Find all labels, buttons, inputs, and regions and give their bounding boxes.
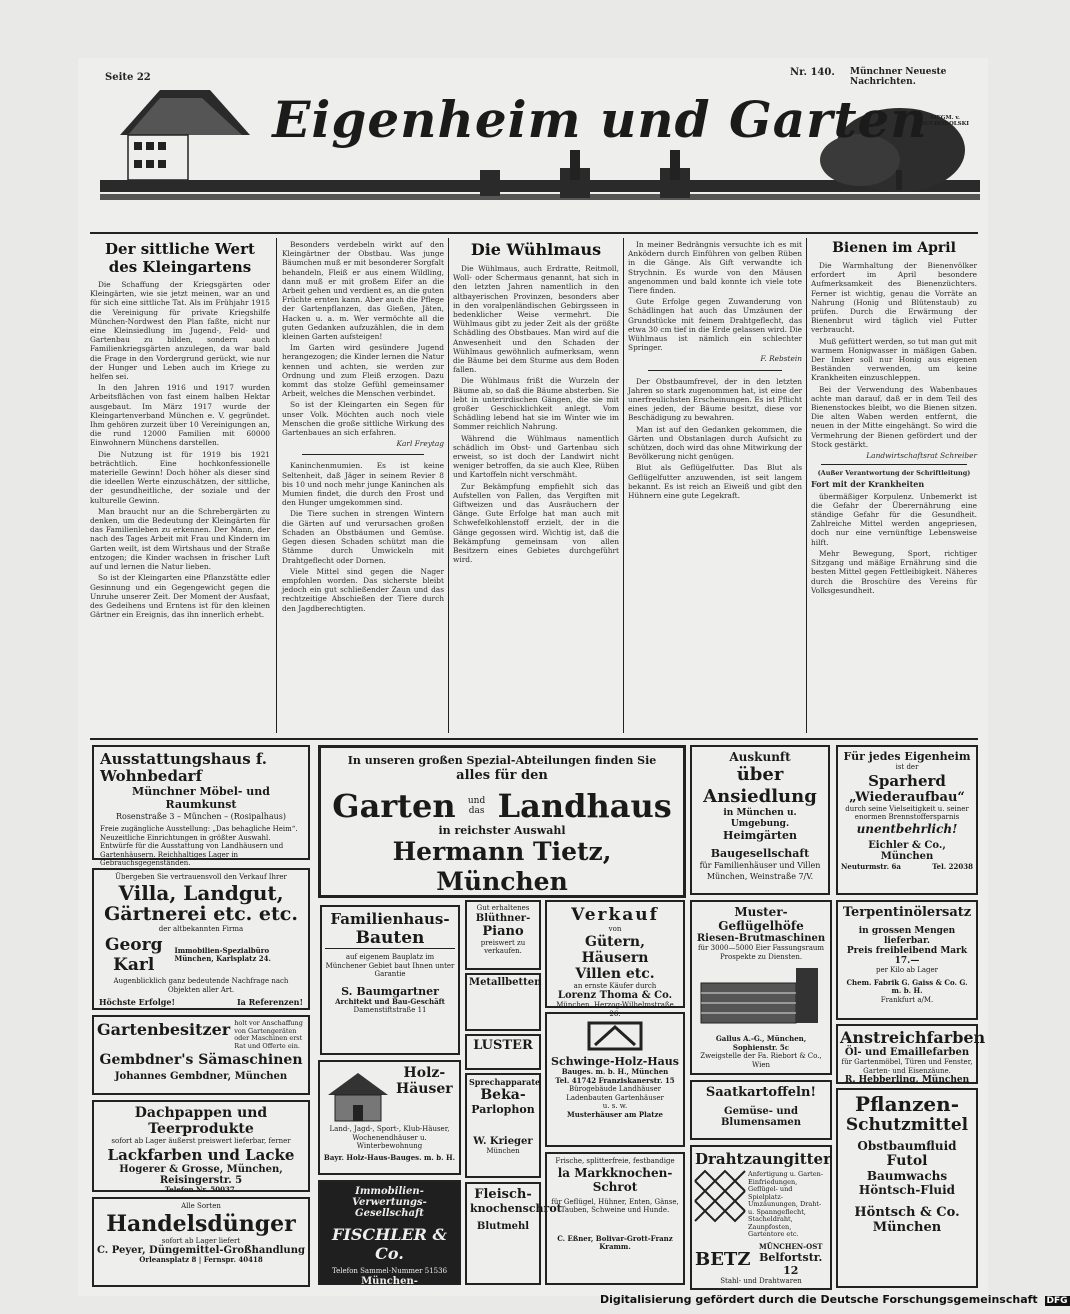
ad-firm: S. Baumgartner [341, 984, 439, 998]
ad-firm: C. Peyer, Düngemittel-Großhandlung [97, 1245, 305, 1256]
ad-note: Augenblicklich ganz bedeutende Nachfrage nach Objekten aller Art. [113, 977, 289, 994]
article-signature: Landwirtschaftsrat Schreiber [866, 451, 977, 461]
ad-gefluegel [690, 900, 832, 1075]
ad-villa [92, 868, 310, 1010]
ad-title: Piano [482, 923, 524, 939]
paragraph: Während die Wühlmaus namentlich schädlich im Obst- und Gartenbau sich erweist, so ist doch der Landwirt nicht weniger betroffen, da sie auch Klee, Rüben und Kartoffeln nicht verschmäht. [453, 433, 619, 480]
ad-address: Neuturmstr. 6a [841, 861, 901, 871]
ad-intro: Übergeben Sie vertrauensvoll den Verkauf Ihrer [115, 873, 287, 881]
paragraph: Die Nutzung ist für 1919 bis 1921 beträchtlich. Eine hochkonfessionelle materielle Gewinn! Doch höher als dieser sind die ideellen Werte einzuschätzen, der sittliche, der gesundheitliche, der soziale und der kulturelle Gewinn. [90, 449, 270, 505]
issue-label: Nr. 140. [790, 67, 835, 78]
ad-prospect: Prospekte zu Diensten. [719, 952, 803, 961]
ad-address: Rosenstraße 3 – München – (Rosipalhaus) [115, 812, 287, 821]
ad-city: Frankfurt a/M. [880, 995, 934, 1004]
ad-title: Dachpappen und Teerprodukte [134, 1105, 268, 1137]
ad-markknochen [545, 1152, 685, 1285]
ad-body: Freie zugängliche Ausstellung: „Das behagliche Heim“. Neuzeitliche Einrichtungen in größter Auswahl. Entwürfe für die Ausstattung von Landhäusern und Gartenhäusern. Reichhaltiges Lager in Gebrauchsgegenständen. [100, 825, 298, 867]
ad-sub: Gemüse- und Blumensamen [720, 1106, 802, 1128]
ad-desc: für Geflügel, Hühner, Enten, Gänse, Tauben, Schweine und Hunde. [551, 1197, 679, 1214]
ad-sub: sofort ab Lager liefert [161, 1236, 241, 1245]
ad-company: Baugesellschaft [710, 847, 810, 860]
ad-desc3: Bürogebäude Landhäuser [569, 1085, 661, 1093]
paragraph: Zur Bekämpfung empfiehlt sich das Aufstellen von Fallen, das Vergiften mit Giftweizen und das Ausräuchern der Gänge. Gute Erfolge hat man auch mit Schwefelkohlenstoff erzielt, der in die Gänge gegossen wird. Wichtig ist, daß die Bekämpfung gemeinsam von allen Besitzern eines Gebietes durchgeführt wird. [453, 481, 619, 565]
paragraph: Kaninchenmumien. Es ist keine Seltenheit, daß Jäger in seinem Revier 8 bis 10 und noch mehr junge Kaninchen als Mumien findet, die durch den Frost und den Hunger umgekommen sind. [282, 461, 444, 508]
ad-firm: Gallus A.-G., München, Sophienstr. 5c [715, 1034, 807, 1052]
paragraph: Die Schaffung der Kriegsgärten oder Kleingärten, wie sie jetzt meinen, war an und für sich eine sittliche Tat. Als im Frühjahr 1915 die Vereinigung für private Kriegshilfe München-Nordwest den Plan faßte, nicht nur eine Kleinsiedlung im Jugend-, Feld- und Gartenbau zu bilden, sondern auch Familienkriegsgärten anzulegen, da war bald die Frage in den Vordergrund gerückt, wie nur der Hunger und Leben auch im Kriege zu helfen sei. [90, 280, 270, 382]
ad-firm: Bayr. Holz-Haus-Bauges. m. b. H. [323, 1152, 456, 1162]
paragraph: In meiner Bedrängnis versuchte ich es mit Anködern durch Einführen von gelben Rüben in die Gänge. Als Gift verwandte ich Strychnin. Es wurde von den Mäusen angenommen und bald konnte ich viele tote Tiere finden. [628, 240, 802, 296]
ad-desc6: Musterhäuser am Platze [567, 1109, 663, 1119]
paragraph: Die Warmhaltung der Bienenvölker erfordert im April besondere Aufmerksamkeit des Bienenzüchters. Ferner ist wichtig, genau die Vorräte an Nahrung (Honig und Blütenstaub) zu prüfen. Durch die Erwärmung der Bienenbrut wird täglich viel Futter verbraucht. [811, 261, 977, 335]
ad-line1: Villa, Landgut, [118, 880, 284, 905]
ad-handelsduenger [92, 1197, 310, 1287]
paragraph: Muß gefüttert werden, so tut man gut mit warmem Honigwasser in mäßigen Gaben. Der Imker soll nur Honig aus eigenen Beständen verwenden, um keine Krankheiten einzuschleppen. [811, 336, 977, 383]
ad-dachpappen [92, 1100, 310, 1192]
ad-firm: R. Hebberling, München [844, 1075, 970, 1085]
ad-gartenbesitzer [92, 1015, 310, 1095]
paragraph: Im Garten wird gesündere Jugend herangezogen; die Kinder lernen die Natur kennen und achten, sie werden zur Ordnung und zum Fleiß erzogen. Dazu kommt das stolze Gefühl gemeinsamer Arbeit, welches die Menschen verbindet. [282, 343, 444, 399]
paragraph: In den Jahren 1916 und 1917 wurden Arbeitsflächen von fast einem halben Hektar ausgebaut. Im März 1917 wurde der Kleingartenverband München e. V. gegründet. Ihm gehören zurzeit über 10 Vereinigungen an, die rund 12000 Familien mit 60000 Einwohnern Münchens darstellen. [90, 383, 270, 448]
ad-claim: unentbehrlich! [856, 821, 958, 836]
ad-product: Gembdner's Sämaschinen [99, 1052, 303, 1068]
ad-sub: in München u. Umgebung. [723, 808, 797, 829]
ad-top: Gut erhaltenes [476, 904, 530, 912]
ad-item4: Höntsch-Fluid [858, 1183, 956, 1197]
ad-main-left: Garten [332, 787, 456, 825]
divider [821, 464, 967, 465]
paragraph: Viele Mittel sind gegen die Nager empfohlen worden. Das sicherste bleibt jedoch ein gut schließender Zaun und das rechtzeitige Abschießen der Tiere durch den Jagdberechtigten. [282, 566, 444, 613]
digitization-footer [600, 1293, 1070, 1306]
ad-phone: Tel. 22038 [932, 861, 973, 871]
ad-desc5: u. s. w. [602, 1102, 628, 1110]
ad-firm-intro: der altbekannten Firma [158, 924, 244, 933]
ad-top: Alle Sorten [181, 1202, 221, 1210]
ad-title: Verkauf [571, 905, 659, 925]
ad-line2: Villen etc. [575, 965, 655, 982]
ad-address: Damenstiftstraße 11 [353, 1006, 427, 1014]
ad-firm: Höntsch & Co. München [854, 1205, 960, 1235]
ad-tietz [318, 745, 686, 898]
ad-firm: Hermann Tietz, München [392, 837, 612, 896]
ad-drahtzaun [690, 1145, 832, 1290]
ad-top: Auskunft [729, 750, 791, 764]
ad-verkauf [545, 900, 685, 1018]
ad-desc: Anfertigung u. Garten-Einfriedungen, Geflügel- und Spielplatz-Umzäunungen, Draht- u. Spanngeflecht, Stacheldraht, Zaunpfosten, Gartentore etc. [748, 1170, 824, 1238]
ad-note: an ernste Käufer durch [573, 981, 657, 990]
ad-item3: Baumwachs [866, 1169, 948, 1183]
ad-title: Saatkartoffeln! [705, 1085, 817, 1100]
ad-metallbetten [465, 973, 541, 1031]
article-title: Die Wühlmaus [470, 240, 602, 259]
article-wuehlmaus [453, 240, 619, 735]
paper-name: Münchner Neueste Nachrichten. [850, 67, 947, 87]
column-separator [448, 238, 449, 733]
footer-text: Digitalisierung gefördert durch die Deutsche Forschungsgemeinschaft [600, 1293, 1038, 1306]
ad-sub: Riesen-Brutmaschinen [696, 933, 826, 944]
ad-branch: Zweigstelle der Fa. Riebort & Co., Wien [700, 1052, 822, 1069]
ad-address: München, Herzog-Wilhelmstraße 26. [556, 1001, 674, 1018]
ad-main-mid: und das [467, 796, 486, 816]
paragraph: Gute Erfolge gegen Zuwanderung von Schädlingen hat auch das Umzäunen der Grundstücke mit feinem Drahtgeflecht, das etwa 30 cm tief in die Erde gelassen wird. Die Wühlmaus ist nämlich ein schlechter Springer. [628, 297, 802, 353]
ad-title2: Bauten [325, 928, 455, 949]
ad-line1: In unseren großen Spezial-Abteilungen finden Sie [347, 754, 657, 767]
ad-knochen [465, 1182, 562, 1285]
ad-sparherd [836, 745, 978, 895]
ad-sprechapparate [465, 1073, 541, 1178]
ad-firm: FISCHLER & Co. [331, 1225, 447, 1263]
ad-title: Familienhaus- [330, 910, 450, 928]
article-bienen [811, 240, 977, 735]
divider [302, 454, 424, 455]
ad-line3: in reichster Auswahl [438, 824, 566, 837]
wire-mesh-icon [695, 1171, 745, 1231]
ad-top: Für jedes Eigenheim [843, 750, 971, 763]
ad-title: Gartenbesitzer [97, 1020, 231, 1039]
divider [648, 370, 782, 371]
column-separator [623, 238, 624, 733]
paragraph: Bei der Verwendung des Wabenbaues achte man darauf, daß er in dem Teil des Bienenstockes bleibt, wo die Bienen sitzen. Die alten Waben werden entfernt, die neuen in der Mitte eingehängt. So wird die Vermehrung der Bienen gefördert und der Stock gestärkt. [811, 384, 977, 449]
ad-line1: Gütern, Häusern [581, 933, 649, 966]
ad-sub: ist der [895, 763, 919, 771]
ad-footer-left: Höchste Erfolge! [99, 997, 175, 1007]
ad-saatkartoffeln [690, 1080, 832, 1140]
ad-top: Frische, splitterfreie, festbandige [555, 1157, 675, 1165]
ad-cap: für 3000—5000 Eier Fassungsraum [697, 944, 825, 952]
ad-sub: sofort ab Lager äußerst preiswert lieferbar, ferner [111, 1137, 291, 1145]
ad-title: Anstreichfarben [840, 1028, 986, 1047]
ad-firm: C. Eßner, Bolivar-Grott-Franz Kramm. [557, 1233, 673, 1251]
ad-address: Orleansplatz 8 | Fernspr. 40418 [139, 1255, 263, 1264]
ad-title: Pflanzen- [854, 1092, 959, 1116]
ad-phone: Telefon Sammel-Nummer 51536 [331, 1267, 448, 1275]
ad-desc2: Tel. 41742 Franziskanerstr. 15 [555, 1075, 675, 1085]
article-kleingarten-continued [282, 240, 444, 735]
ad-sub: in grossen Mengen lieferbar. [858, 926, 956, 946]
wooden-house-illustration [323, 1065, 393, 1125]
artist-mark: SIEGM. v. SUCHODOLSKI [921, 115, 969, 127]
ad-item2: Futol [886, 1153, 928, 1169]
masthead-rule [90, 232, 978, 234]
ad-tag: Stahl- und Drahtwaren [720, 1277, 802, 1285]
ad-brand1: Beka- [480, 1087, 526, 1103]
ad-sub2: Lackfarben und Lacke [107, 1145, 295, 1164]
ad-title: LUSTER [473, 1038, 533, 1053]
ad-sub: Blutmehl [476, 1221, 530, 1232]
paragraph: Die Wühlmaus frißt die Wurzeln der Bäume ab, so daß die Bäume absterben. Sie lebt in unterirdischen Gängen, die sie mit großer Geschicklichkeit anlegt. Vom Schädling lebend hat sie im Winter wie im Sommer reichlich Nahrung. [453, 376, 619, 432]
ad-address: München, Weinstraße 7/V. [706, 872, 814, 881]
ad-item1: Obstbaumfluid [857, 1139, 957, 1153]
ad-pflanzen [836, 1088, 978, 1288]
ad-ansiedlung [690, 745, 830, 895]
ad-main-right: Landhaus [497, 787, 672, 825]
ad-city: München-Prielmayerstr. [349, 1275, 430, 1298]
ad-ausstattung [92, 745, 310, 867]
ad-desc4: Ladenbauten Gartenhäuser [566, 1093, 664, 1102]
ad-line1: Immobilien-Verwertungs- [352, 1186, 427, 1208]
ad-brand2: Parlophon [471, 1103, 535, 1116]
ad-title: Handelsdünger [106, 1210, 296, 1237]
ad-title2: Schutzmittel [845, 1115, 969, 1135]
paragraph: Die Wühlmaus, auch Erdratte, Reitmoll, Woll- oder Schermaus genannt, hat sich in den letzten Jahren namentlich in den altbayerischen Provinzen, besonders aber in den voralpenländischen Gebirgsseen in bedenklicher Weise vermehrt. Die Wühlmaus gibt zu jeder Zeit als der größte Schädling des Obstbaues. Man wird auf die Anwesenheit und den Schaden der Wühlmaus gewöhnlich aufmerksam, wenn die Bäume bei dem Sturme aus dem Boden fallen. [453, 264, 619, 375]
ad-street: Belfortstr. 12 [759, 1251, 823, 1277]
ad-desc: für Familienhäuser und Villen [699, 861, 821, 870]
ad-firm: Johannes Gembdner, München [114, 1071, 288, 1082]
paragraph: Man ist auf den Gedanken gekommen, die Gärten und Obstanlagen durch Aufsicht zu schützen, doch wird das ohne Mitwirkung der Bevölkerung nicht genügen. [628, 424, 802, 462]
ad-firm-address: MÜNCHEN-OST [759, 1241, 823, 1251]
ad-title: Schwinge-Holz-Haus [551, 1055, 679, 1068]
dfg-logo: DFG [1046, 1296, 1068, 1306]
masthead [100, 80, 980, 230]
paragraph: Man braucht nur an die Schrebergärten zu denken, um die Bedeutung der Kleingärten für das Familienleben zu erkennen. Der Mann, der nach des Tages Arbeit mit Frau und Kindern im Garten weilt, ist dem Wirtshaus und der Straße entzogen; die Kinder wachsen in frischer Luft auf und lernen die Natur lieben. [90, 506, 270, 572]
article-title: Der sittliche Wert des Kleingartens [105, 240, 255, 276]
notice: (Außer Verantwortung der Schriftleitung) [817, 469, 971, 478]
article-signature: Karl Freytag [396, 439, 444, 449]
ad-firm: Eichler & Co., München [868, 839, 946, 862]
paragraph: So ist der Kleingarten eine Pflanzstätte edler Gesinnung und ein Gegengewicht gegen die Unruhe unserer Zeit. Der Moment der Ausfaat, des Gedeihens und Erntens ist für den kleinen Gärtner ein Ereignis, das ihn innerlich erhebt. [90, 573, 270, 620]
ad-title2: Häuser [396, 1081, 453, 1097]
ad-sub: Öl- und Emaillefarben [844, 1047, 970, 1058]
masthead-title: Eigenheim und Garten [272, 90, 928, 149]
article-signature: F. Rebstein [760, 354, 802, 364]
ad-firm: Lorenz Thoma & Co. [557, 990, 673, 1001]
ad-sub2: Heimgärten [723, 829, 797, 842]
ad-desc: auf eigenem Bauplatz im Münchener Gebiet baut Ihnen unter Garantie [325, 953, 455, 978]
ad-holzhaus [545, 1012, 685, 1147]
ad-title: Terpentinölersatz [842, 905, 972, 920]
brutmaschine-illustration [696, 963, 826, 1033]
ad-title: Metallbetten [469, 977, 542, 988]
paragraph: Mehr Bewegung, Sport, richtiger Sitzgang und mäßige Ernährung sind die besten Mittel gegen Fettleibigkeit. Näheres durch die Broschüre des Vereins für Volksgesundheit. [811, 548, 977, 595]
article-kleingarten [90, 240, 270, 735]
ad-brand: Blüthner- [475, 912, 531, 924]
paragraph: Besonders verdebeln wirkt auf den Kleingärtner der Obstbau. Was junge Bäumchen muß er mit besonderer Sorgfalt behandeln, Fleiß er aus einem Wildling, dann muß er mit großem Eifer an die Arbeit gehen und verdient es, an die guten Früchte ernten kann. Aber auch die Pflege der Gartenpflanzen, das Gießen, Jäten, Hacken u. a. m. Wer vermöchte all die guten Gedanken aufzuzählen, die in dem kleinen Garten aufsteigen! [282, 240, 444, 342]
ad-firm-desc: Architekt und Bau-Geschäft [335, 996, 445, 1006]
ad-title: über Ansiedlung [703, 764, 817, 807]
ad-familienhaus [320, 905, 460, 1055]
ad-line2: alles für den [456, 768, 548, 783]
ad-footer-right: Ia Referenzen! [236, 997, 303, 1007]
ad-terpentin [836, 900, 978, 1020]
ad-desc: durch seine Vielseitigkeit u. seiner enormen Brennstoffersparnis [845, 804, 969, 821]
article-title: Bienen im April [832, 240, 956, 256]
ad-address: München [486, 1147, 520, 1155]
ad-sub: von [608, 925, 622, 933]
ad-desc1: Bauges. m. b. H., München [561, 1067, 669, 1076]
ad-tagline: holt vor Anschaffung von Gartengeräten oder Maschinen erst Rat und Offerte ein. [234, 1019, 303, 1050]
ad-title: knochenschrot [470, 1202, 562, 1215]
paragraph: So ist der Kleingarten ein Segen für unser Volk. Möchten auch noch viele Menschen die große sittliche Wirkung des Gartenbaues an sich erfahren. [282, 400, 444, 438]
ad-title: Holz- [403, 1065, 446, 1081]
holzhaus-logo [585, 1019, 645, 1053]
page-label: Seite 22 [105, 72, 151, 83]
ad-firm: Georg Karl [104, 935, 163, 975]
paragraph: Die Tiere suchen in strengen Wintern die Gärten auf und verursachen großen Schaden an Obstbäumen und Gemüse. Gegen diesen Schaden schützt man die Stämme durch Umwickeln mit Drahtgeflecht oder Dornen. [282, 509, 444, 565]
ad-anstreich [836, 1024, 986, 1085]
ad-line2: Gesellschaft [355, 1208, 424, 1219]
ad-luster [465, 1034, 541, 1070]
ad-firm-desc: Immobilien-Spezialbüro München, Karlsplatz 24. [174, 945, 271, 963]
ad-line2: Gärtnerei etc. etc. [104, 902, 298, 925]
ad-immobilien [318, 1180, 461, 1298]
ad-firm: Hogerer & Grosse, München, Reisingerstr. 5 [119, 1163, 283, 1186]
ad-name: „Wiederaufbau“ [849, 789, 965, 805]
ad-firm: BETZ [695, 1249, 751, 1271]
ad-piano [465, 900, 541, 970]
ad-holzhaeuser [318, 1060, 461, 1175]
ad-desc: preiswert zu verkaufen. [480, 938, 526, 955]
paragraph: Blut als Geflügelfutter. Das Blut als Geflügelfutter anzuwenden, ist seit langem bekannt. Es ist reich an Eiweiß und gibt den Hühnern eine gute Legekraft. [628, 463, 802, 501]
ad-phone: Telefon Nr. 50037. [164, 1184, 238, 1194]
ad-top: Fleisch- [474, 1187, 532, 1202]
column-separator [276, 238, 277, 733]
ad-title: Sprechapparate [469, 1077, 541, 1087]
ad-title: la Markknochen-Schrot [557, 1165, 673, 1194]
ad-subtitle: Münchner Möbel- und Raumkunst [132, 785, 270, 811]
ads-rule [90, 738, 978, 740]
paragraph: übermäßiger Korpulenz. Unbemerkt ist die Gefahr der Überernährung eine ständige Gefahr für die Gesundheit. Zahlreiche Mittel werden angepriesen, doch nur eine vernünftige Lebensweise hilft. [811, 491, 977, 547]
ad-note: per Kilo ab Lager [875, 966, 938, 974]
ad-desc: Land-, Jagd-, Sport-, Klub-Häuser, Wochenendhäuser u. Winterbewohnung [329, 1125, 450, 1150]
ad-desc: für Gartenmöbel, Türen und Fenster, Garten- und Eisenzäune. [841, 1058, 973, 1075]
ad-title: Ausstattungshaus f. Wohnbedarf [100, 750, 268, 785]
ad-firm: Chem. Fabrik G. Gaiss & Co. G. m. b. H. [846, 977, 968, 995]
article-column-4 [628, 240, 802, 735]
paragraph: Der Obstbaumfrevel, der in den letzten Jahren so stark zugenommen hat, ist eine der unerfreulichsten Erscheinungen. Es ist Pflicht eines jeden, der Bäume besitzt, diese vor Beschädigung zu bewahren. [628, 376, 802, 423]
ad-title: Muster-Geflügelhöfe [718, 905, 804, 933]
ad-firm: W. Krieger [473, 1136, 533, 1147]
ad-title: Sparherd [868, 771, 946, 790]
column-separator [806, 238, 807, 733]
ad-price: Preis freibleibend Mark 17.— [846, 946, 968, 966]
ad-title: Drahtzaungitter [695, 1150, 832, 1168]
sub-title: Fort mit der Krankheiten [811, 479, 925, 490]
